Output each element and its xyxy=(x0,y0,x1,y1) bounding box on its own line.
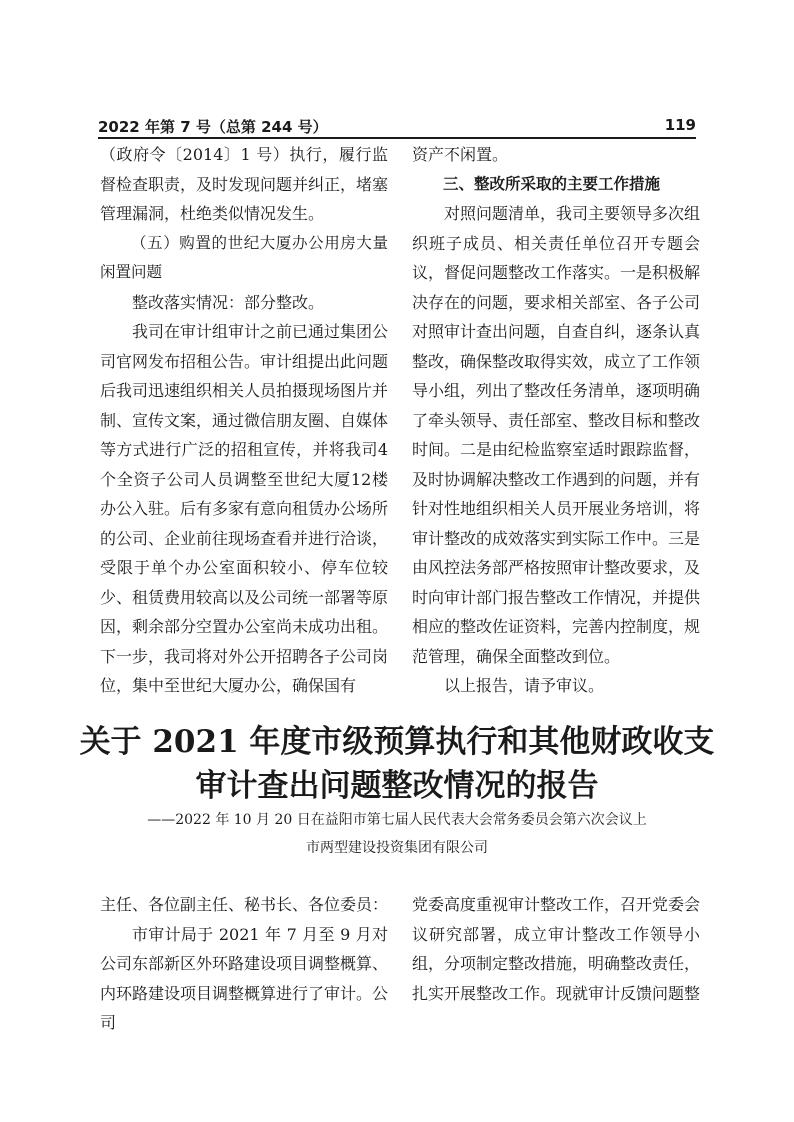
report-title-line2: 审计查出问题整改情况的报告 xyxy=(195,768,599,804)
page-number: 119 xyxy=(664,116,696,134)
continued-paragraph: 党委高度重视审计整改工作，召开党委会议研究部署，成立审计整改工作领导小组，分项制定整改措施，明确整改责任，扎实开展整改工作。现就审计反馈问题整 xyxy=(412,895,701,1003)
report-subtitle: ——2022 年 10 月 20 日在益阳市第七届人民代表大会常务委员会第六次会议上 xyxy=(147,812,647,828)
report-title xyxy=(60,720,734,808)
item-title: （五）购置的世纪大厦办公用房大量闲置问题 xyxy=(100,233,388,281)
running-header xyxy=(98,114,696,138)
continued-paragraph: （政府令〔2014〕1 号）执行，履行监督检查职责，及时发现问题并纠正，堵塞管理漏洞，杜绝类似情况发生。 xyxy=(100,145,389,223)
report-organization: 市两型建设投资集团有限公司 xyxy=(306,840,488,856)
issue-label: 2022 年第 7 号（总第 244 号） xyxy=(98,118,328,136)
header-rule xyxy=(98,137,696,139)
greeting: 主任、各位副主任、秘书长、各位委员： xyxy=(100,895,389,914)
continued-paragraph: 资产不闲置。 xyxy=(412,145,509,164)
report-title-line1: 关于 2021 年度市级预算执行和其他财政收支 xyxy=(79,724,715,760)
top-left-column xyxy=(100,140,388,701)
status-paragraph: 整改落实情况：部分整改。 xyxy=(132,292,325,312)
body-paragraph: 市审计局于 2021 年 7 月至 9 月对公司东部新区外环路建设项目调整概算、内环路建设项目调整概算进行了审计。公司 xyxy=(100,924,389,1032)
bottom-right-column xyxy=(412,890,700,1008)
body-paragraph: 对照问题清单，我司主要领导多次组织班子成员、相关责任单位召开专题会议，督促问题整改工作落实。一是积极解决存在的问题，要求相关部室、各子公司对照审计查出问题，自查自纠，逐条认真整改，确保整改取得实效，成立了工作领导小组，列出了整改任务清单，逐项明确了牵头领导、责任部室、整改目标和整改时间。二是由纪检监察室适时跟踪监督，及时协调解决整改工作遇到的问题，并有针对性地组织相关人员开展业务培训，将审计整改的成效落实到实际工作中。三是由风控法务部严格按照审计整改要求，及时向审计部门报告整改工作情况，并提供相应的整改佐证资料，完善内控制度，规范管理，确保全面整改到位。 xyxy=(412,204,701,666)
closing-paragraph: 以上报告，请予审议。 xyxy=(444,676,605,695)
bottom-left-column xyxy=(100,890,388,1038)
body-paragraph: 我司在审计组审计之前已通过集团公司官网发布招租公告。审计组提出此问题后我司迅速组织相关人员拍摄现场图片并制、宣传文案，通过微信朋友圈、自媒体等方式进行广泛的招租宣传，并将我司4个全资子公司人员调整至世纪大厦12楼办公入驻。后有多家有意向租赁办公场所的公司、企业前往现场查看并进行洽谈，受限于单个办公室面积较小、停车位较少、租赁费用较高以及公司统一部署等原因，剩余部分空置办公室尚未成功出租。下一步，我司将对外公开招聘各子公司岗位，集中至世纪大厦办公，确保国有 xyxy=(100,322,389,695)
section-title: 三、整改所采取的主要工作措施 xyxy=(443,174,661,193)
top-right-column xyxy=(412,140,700,701)
